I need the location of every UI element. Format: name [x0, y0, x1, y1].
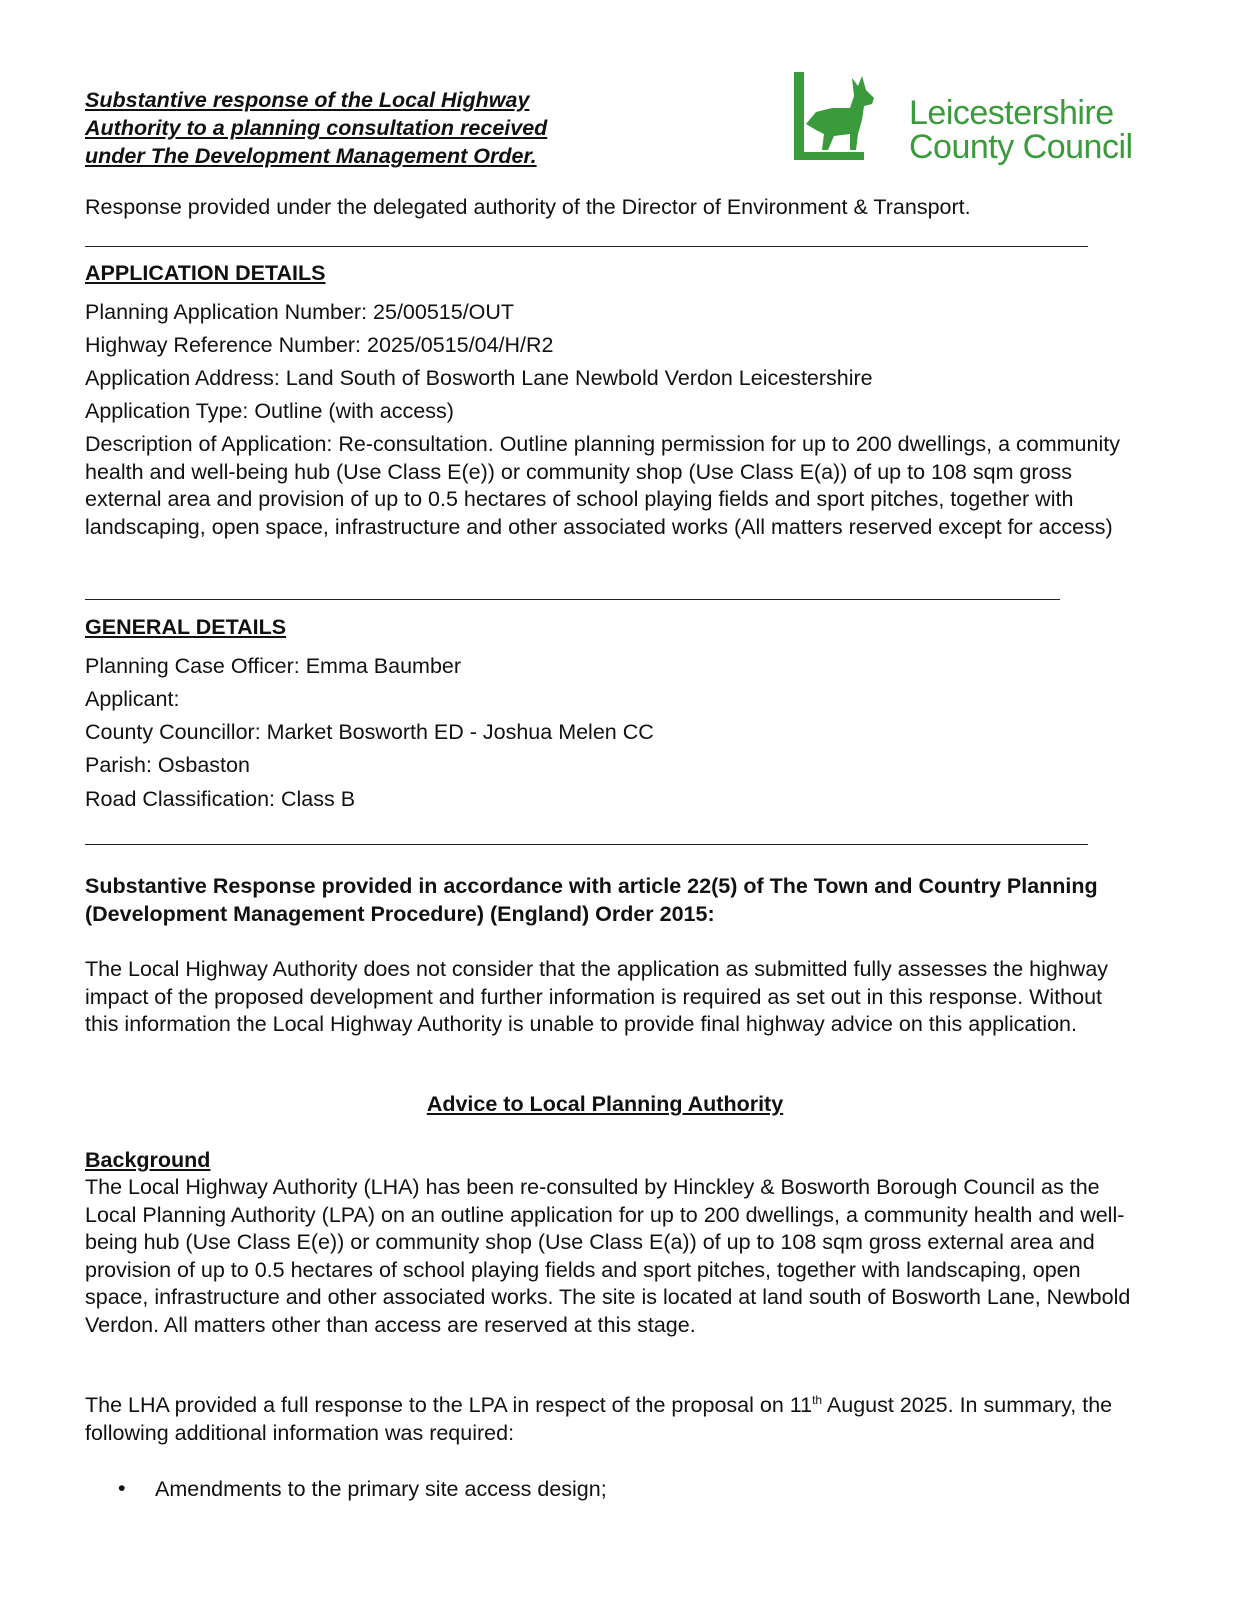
- previous-response-text-continued: August 2025. In summary, the following additional information was required:: [85, 1393, 1113, 1445]
- background-body: The Local Highway Authority (LHA) has been re-consulted by Hinckley & Bosworth Borough Council as the Local Planning Authority (LPA) on an outline application for up to 200 dwellings, a community health and well-being hub (Use Class E(e)) or community shop (Use Class E(a)) of up to 108 sqm gross external area and provision of up to 0.5 hectares of school playing fields and sport pitches, together with landscaping, open space, infrastructure and other associated works. The site is located at land south of Bosworth Lane, Newbold Verdon. All matters other than access are reserved at this stage.: [85, 1175, 1131, 1337]
- advice-heading: Advice to Local Planning Authority: [426, 1092, 784, 1116]
- substantive-response-heading: Substantive Response provided in accordance with article 22(5) of The Town and Country Planning (Development Management Procedure) (England) Order 2015:: [85, 874, 1098, 926]
- substantive-response-body: The Local Highway Authority does not consider that the application as submitted fully assesses the highway impact of the proposed development and further information is required as set out in this response. Without this information the Local Highway Authority is unable to provide final highway advice on this application.: [85, 957, 1109, 1036]
- general-details-heading: GENERAL DETAILS: [85, 615, 287, 639]
- divider: [85, 246, 1088, 247]
- planning-application-number: Planning Application Number: 25/00515/OUT: [85, 300, 515, 324]
- previous-response-summary: [85, 1392, 1140, 1447]
- divider: [85, 844, 1088, 845]
- application-details-heading: APPLICATION DETAILS: [85, 261, 326, 285]
- application-description: Description of Application: Re-consultation. Outline planning permission for up to 200 dwellings, a community health and well-being hub (Use Class E(e)) or community shop (Use Class E(a)) of up to 108 sqm gross external area and provision of up to 0.5 hectares of school playing fields and sport pitches, together with landscaping, open space, infrastructure and other associated works (All matters reserved except for access): [85, 432, 1120, 539]
- logo-line: County Council: [909, 128, 1133, 166]
- list-item: Amendments to the primary site access design;: [155, 1477, 607, 1501]
- title-line: Authority to a planning consultation received: [85, 116, 548, 140]
- delegation-statement: Response provided under the delegated authority of the Director of Environment & Transport.: [85, 195, 971, 219]
- document-title: [85, 86, 645, 170]
- bullet-icon: •: [118, 1476, 126, 1500]
- divider: [85, 599, 1060, 600]
- applicant: Applicant:: [85, 687, 180, 711]
- title-line: under The Development Management Order.: [85, 144, 537, 168]
- council-wordmark: [909, 96, 1139, 164]
- council-logo: [808, 72, 1133, 172]
- application-type: Application Type: Outline (with access): [85, 399, 454, 423]
- road-classification: Road Classification: Class B: [85, 787, 356, 811]
- title-line: Substantive response of the Local Highway: [85, 88, 530, 112]
- logo-line: Leicestershire: [909, 94, 1114, 132]
- application-address: Application Address: Land South of Bosworth Lane Newbold Verdon Leicestershire: [85, 366, 873, 390]
- highway-reference-number: Highway Reference Number: 2025/0515/04/H/R2: [85, 333, 554, 357]
- county-councillor: County Councillor: Market Bosworth ED - Joshua Melen CC: [85, 720, 654, 744]
- background-heading: Background: [85, 1148, 211, 1172]
- parish: Parish: Osbaston: [85, 753, 250, 777]
- fox-emblem-icon: [794, 72, 890, 168]
- case-officer: Planning Case Officer: Emma Baumber: [85, 654, 462, 678]
- previous-response-text: The LHA provided a full response to the LPA in respect of the proposal on 11: [85, 1393, 813, 1417]
- ordinal-suffix: th: [812, 1392, 823, 1407]
